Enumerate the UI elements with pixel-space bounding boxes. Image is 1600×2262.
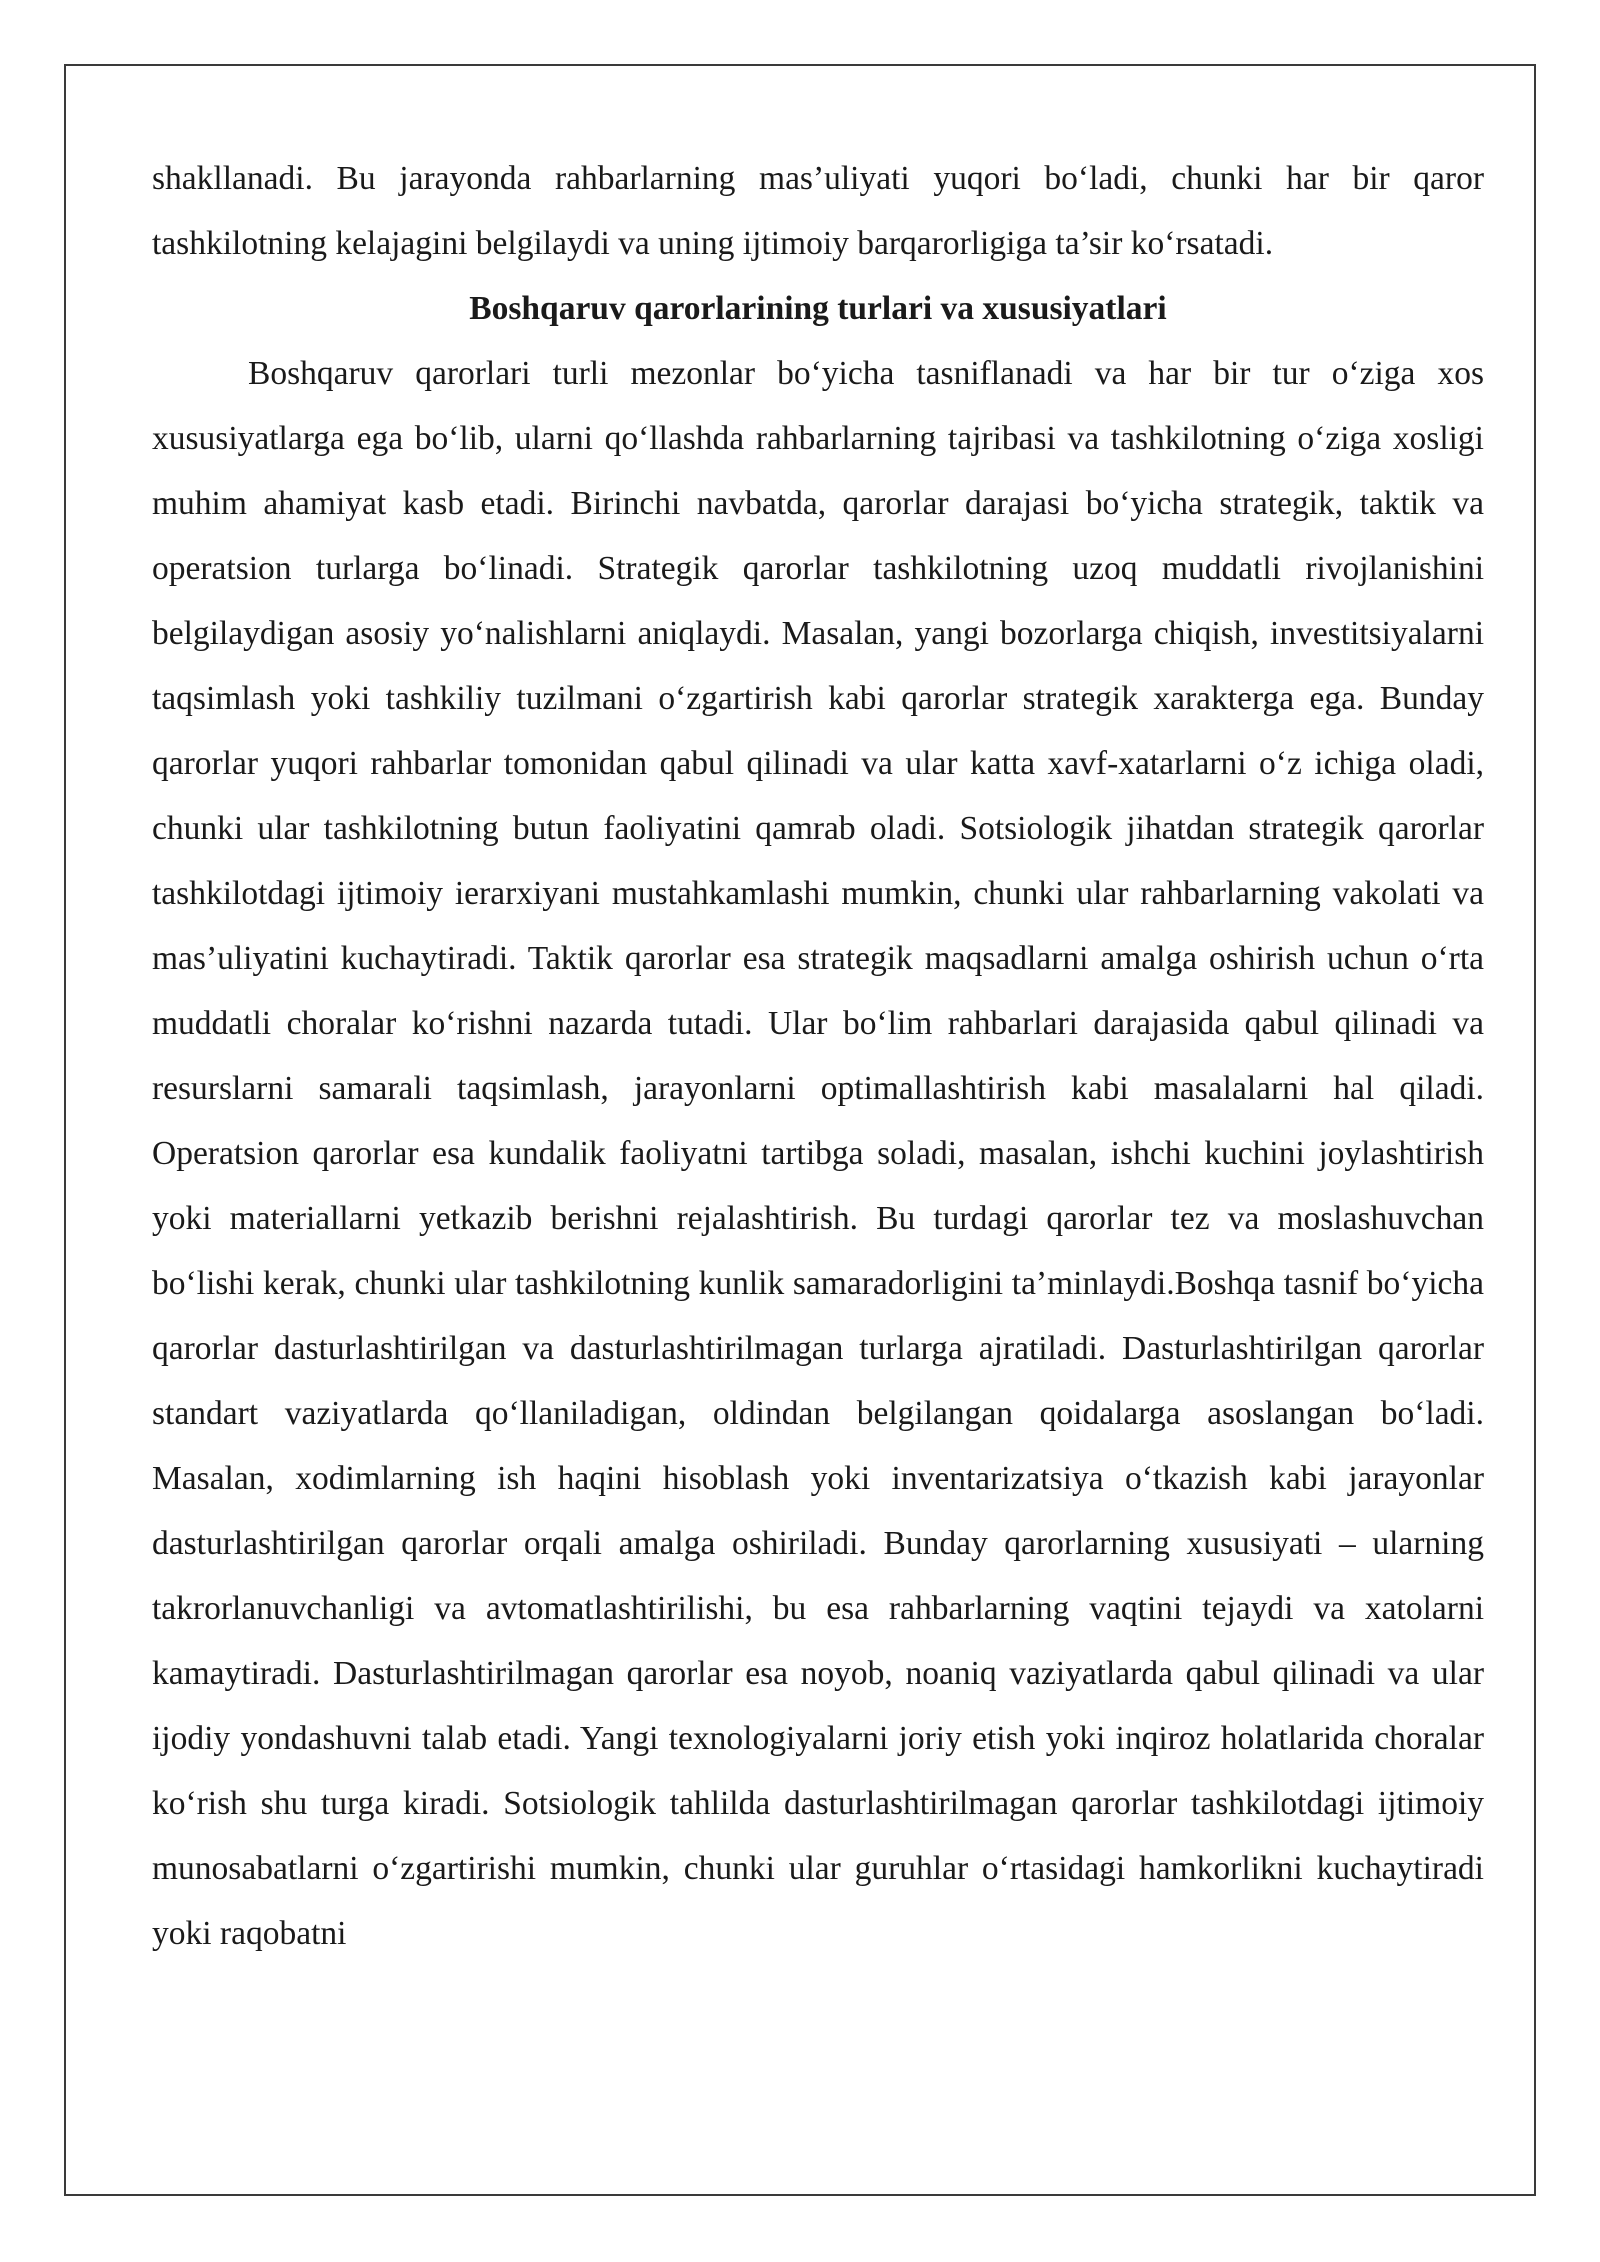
document-body bbox=[152, 146, 1484, 1966]
continuation-paragraph: shakllanadi. Bu jarayonda rahbarlarning mas’uliyati yuqori bo‘ladi, chunki har bir qaror tashkilotning kelajagini belgilaydi va uning ijtimoiy barqarorligiga ta’sir ko‘rsatadi. bbox=[152, 160, 1484, 262]
body-paragraph: Boshqaruv qarorlari turli mezonlar bo‘yicha tasniflanadi va har bir tur o‘ziga xos xususiyatlarga ega bo‘lib, ularni qo‘llashda rahbarlarning tajribasi va tashkilotning o‘ziga xosligi muhim ahamiyat kasb etadi. Birinchi navbatda, qarorlar darajasi bo‘yicha strategik, taktik va operatsion turlarga bo‘linadi. Strategik qarorlar tashkilotning uzoq muddatli rivojlanishini belgilaydigan asosiy yo‘nalishlarni aniqlaydi. Masalan, yangi bozorlarga chiqish, investitsiyalarni taqsimlash yoki tashkiliy tuzilmani o‘zgartirish kabi qarorlar strategik xarakterga ega. Bunday qarorlar yuqori rahbarlar tomonidan qabul qilinadi va ular katta xavf-xatarlarni o‘z ichiga oladi, chunki ular tashkilotning butun faoliyatini qamrab oladi. Sotsiologik jihatdan strategik qarorlar tashkilotdagi ijtimoiy ierarxiyani mustahkamlashi mumkin, chunki ular rahbarlarning vakolati va mas’uliyatini kuchaytiradi. Taktik qarorlar esa strategik maqsadlarni amalga oshirish uchun o‘rta muddatli choralar ko‘rishni nazarda tutadi. Ular bo‘lim rahbarlari darajasida qabul qilinadi va resurslarni samarali taqsimlash, jarayonlarni optimallashtirish kabi masalalarni hal qiladi. Operatsion qarorlar esa kundalik faoliyatni tartibga soladi, masalan, ishchi kuchini joylashtirish yoki materiallarni yetkazib berishni rejalashtirish. Bu turdagi qarorlar tez va moslashuvchan bo‘lishi kerak, chunki ular tashkilotning kunlik samaradorligini ta’minlaydi.Boshqa tasnif bo‘yicha qarorlar dasturlashtirilgan va dasturlashtirilmagan turlarga ajratiladi. Dasturlashtirilgan qarorlar standart vaziyatlarda qo‘llaniladigan, oldindan belgilangan qoidalarga asoslangan bo‘ladi. Masalan, xodimlarning ish haqini hisoblash yoki inventarizatsiya o‘tkazish kabi jarayonlar dasturlashtirilgan qarorlar orqali amalga oshiriladi. Bunday qarorlarning xususiyati – ularning takrorlanuvchanligi va avtomatlashtirilishi, bu esa rahbarlarning vaqtini tejaydi va xatolarni kamaytiradi. Dasturlashtirilmagan qarorlar esa noyob, noaniq vaziyatlarda qabul qilinadi va ular ijodiy yondashuvni talab etadi. Yangi texnologiyalarni joriy etish yoki inqiroz holatlarida choralar ko‘rish shu turga kiradi. Sotsiologik tahlilda dasturlashtirilmagan qarorlar tashkilotdagi ijtimoiy munosabatlarni o‘zgartirishi mumkin, chunki ular guruhlar o‘rtasidagi hamkorlikni kuchaytiradi yoki raqobatni bbox=[152, 355, 1484, 1952]
section-heading: Boshqaruv qarorlarining turlari va xususiyatlari bbox=[469, 290, 1167, 327]
